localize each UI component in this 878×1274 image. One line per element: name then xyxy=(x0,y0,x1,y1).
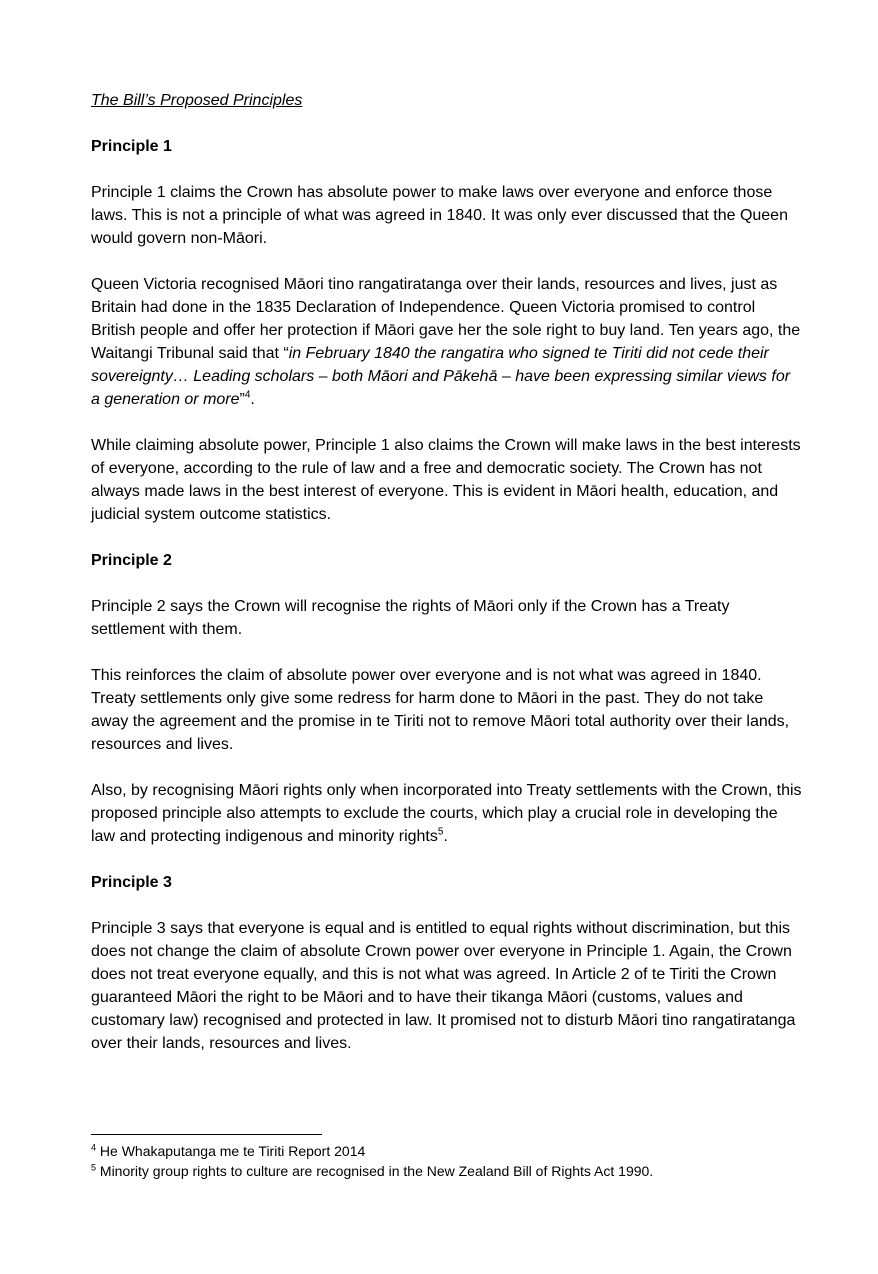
principle-1-paragraph-2-text: Queen Victoria recognised Māori tino rangatiratanga over their lands, resources and lives, just as Britain had done in the 1835 Declaration of Independence. Queen Victoria promised to control British people and offer her protection if Māori gave her the sole right to buy land. Ten years ago, the Waitangi Tribunal said that “ xyxy=(91,276,801,362)
footnote-5-text: Minority group rights to culture are recognised in the New Zealand Bill of Rights Act 1990. xyxy=(96,1163,654,1179)
principle-2-paragraph-2: This reinforces the claim of absolute power over everyone and is not what was agreed in 1840. Treaty settlements only give some redress for harm done to Māori in the past. They do not take away the agreement and the promise in te Tiriti not to remove Māori total authority over their lands, resources and lives. xyxy=(91,667,790,753)
section-title: The Bill’s Proposed Principles xyxy=(91,92,303,109)
principle-2-paragraph-3-text: Also, by recognising Māori rights only when incorporated into Treaty settlements with the Crown, this proposed principle also attempts to exclude the courts, which play a crucial role in developing the law and protecting indigenous and minority rights xyxy=(91,782,802,845)
principle-1-paragraph-2-end: . xyxy=(250,391,255,408)
tribunal-quote: in February 1840 the rangatira who signed te Tiriti did not cede their sovereignty… Leading scholars – both Māori and Pākehā – have been expressing similar views for a generation or more xyxy=(91,345,791,408)
footnote-5-marker: 5 xyxy=(91,1162,97,1173)
principle-3-heading: Principle 3 xyxy=(91,874,172,891)
principle-1-heading: Principle 1 xyxy=(91,138,172,155)
document-body xyxy=(91,89,803,1078)
principle-1-paragraph-3: While claiming absolute power, Principle 1 also claims the Crown will make laws in the best interests of everyone, according to the rule of law and a free and democratic society. The Crown has not always made laws in the best interest of everyone. This is evident in Māori health, education, and judicial system outcome statistics. xyxy=(91,437,801,523)
principle-2-paragraph-1: Principle 2 says the Crown will recognise the rights of Māori only if the Crown has a Treaty settlement with them. xyxy=(91,598,730,638)
footnote-separator xyxy=(91,1134,322,1135)
principle-2-paragraph-3-end: . xyxy=(443,828,448,845)
principle-1-paragraph-2 xyxy=(91,273,803,411)
principle-1-paragraph-1: Principle 1 claims the Crown has absolute power to make laws over everyone and enforce those laws. This is not a principle of what was agreed in 1840. It was only ever discussed that the Queen would govern non-Māori. xyxy=(91,184,788,247)
footnotes xyxy=(91,1134,803,1181)
footnote-4 xyxy=(91,1141,803,1161)
footnote-4-text: He Whakaputanga me te Tiriti Report 2014 xyxy=(96,1143,366,1159)
footnote-5 xyxy=(91,1161,803,1181)
principle-2-heading: Principle 2 xyxy=(91,552,172,569)
footnote-4-marker: 4 xyxy=(91,1142,97,1153)
principle-2-paragraph-3 xyxy=(91,779,803,848)
footnote-ref-4[interactable]: 4 xyxy=(244,389,251,401)
footnote-ref-5[interactable]: 5 xyxy=(437,826,444,838)
principle-3-paragraph-1: Principle 3 says that everyone is equal and is entitled to equal rights without discrimination, but this does not change the claim of absolute Crown power over everyone in Principle 1. Again, the Crown does not treat everyone equally, and this is not what was agreed. In Article 2 of te Tiriti the Crown guaranteed Māori the right to be Māori and to have their tikanga Māori (customs, values and customary law) recognised and protected in law. It promised not to disturb Māori tino rangatiratanga over their lands, resources and lives. xyxy=(91,920,796,1052)
quote-close: ” xyxy=(239,391,245,408)
